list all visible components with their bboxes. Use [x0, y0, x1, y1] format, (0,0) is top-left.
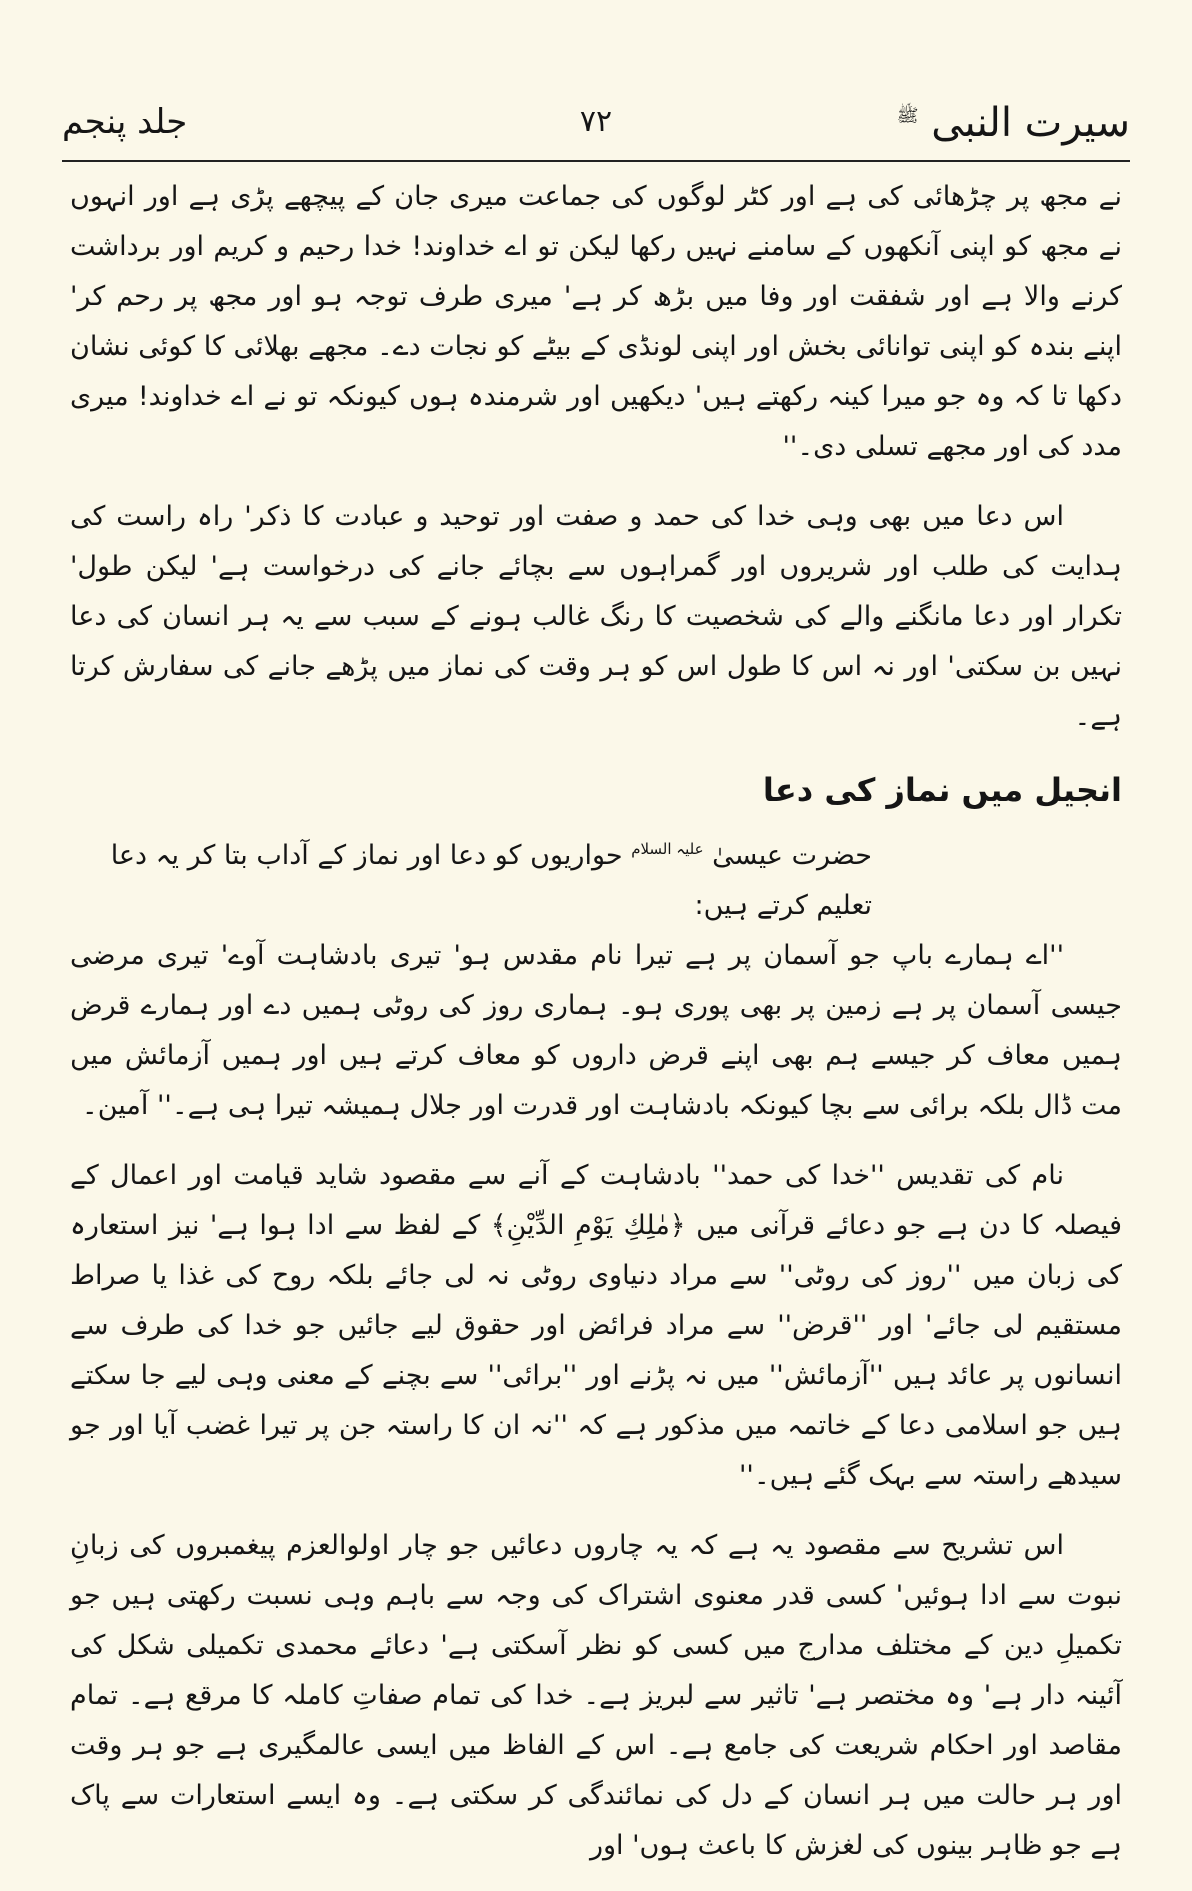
intro-after: حواریوں کو دعا اور نماز کے آداب بتا کر یہ دعا تعلیم کرتے ہیں:: [110, 840, 872, 921]
page-content: [70, 172, 1122, 1871]
paragraph-lords-prayer: ''اے ہمارے باپ جو آسمان پر ہے تیرا نام مقدس ہو' تیری بادشاہت آوے' تیری مرضی جیسی آسمان پر ہے زمین پر بھی پوری ہو۔ ہماری روز کی روٹی ہمیں دے اور ہمارے قرض ہمیں معاف کر جیسے ہم بھی اپنے قرض داروں کو معاف کرتے ہیں اور ہمیں آزمائش میں مت ڈال بلکہ برائی سے بچا کیونکہ بادشاہت اور قدرت اور جلال ہمیشہ تیرا ہی ہے۔'' آمین۔: [70, 940, 1122, 1121]
section-heading: انجیل میں نماز کی دعا: [762, 771, 1122, 809]
volume-label: جلد پنجم: [62, 102, 188, 142]
paragraph-prayer-continuation: نے مجھ پر چڑھائی کی ہے اور کٹر لوگوں کی جماعت میری جان کے پیچھے پڑی ہے اور انہوں نے مجھ کو اپنی آنکھوں کے سامنے نہیں رکھا لیکن تو اے خداوند! خدا رحیم و کریم اور برداشت کرنے والا ہے اور شفقت اور وفا میں بڑھ کر ہے' میری طرف توجہ ہو اور مجھ پر رحم کر' اپنے بندہ کو اپنی توانائی بخش اور اپنی لونڈی کے بیٹے کو نجات دے۔ مجھے بھلائی کا کوئی نشان دکھا تا کہ وہ جو میرا کینہ رکھتے ہیں' دیکھیں اور شرمندہ ہوں کیونکہ تو نے اے خداوند! میری مدد کی اور مجھے تسلی دی۔'': [70, 181, 1122, 462]
title-honorific: ﷺ: [896, 105, 919, 127]
paragraph-intro: [70, 824, 1122, 931]
running-header: [62, 100, 1130, 162]
paragraph-commentary: اس دعا میں بھی وہی خدا کی حمد و صفت اور توحید و عبادت کا ذکر' راہ راست کی ہدایت کی طلب اور شریروں اور گمراہوں سے بچائے جانے کی درخواست ہے' لیکن طول' تکرار اور دعا مانگنے والے کی شخصیت کا رنگ غالب ہونے کے سبب سے یہ ہر انسان کی دعا نہیں بن سکتی' اور نہ اس کا طول اس کو ہر وقت کی نماز میں پڑھے جانے کی سفارش کرتا ہے۔: [70, 501, 1122, 732]
book-title-text: سیرت النبی: [931, 100, 1130, 146]
page-number: ۷۲: [579, 104, 613, 139]
paragraph-explanation: نام کی تقدیس ''خدا کی حمد'' بادشاہت کے آنے سے مقصود شاید قیامت اور اعمال کے فیصلہ کا دن ہے جو دعائے قرآنی میں ﴿مٰلِكِ يَوْمِ الدِّيْنِ﴾ کے لفظ سے ادا ہوا ہے' نیز استعارہ کی زبان میں ''روز کی روٹی'' سے مراد دنیاوی روٹی نہ لی جائے بلکہ روح کی غذا یا صراط مستقیم لی جائے' اور ''قرض'' سے مراد فرائض اور حقوق لیے جائیں جو خدا کی طرف سے انسانوں پر عائد ہیں ''آزمائش'' میں نہ پڑنے اور ''برائی'' سے بچنے کے معنی وہی لیے جا سکتے ہیں جو اسلامی دعا کے خاتمہ میں مذکور ہے کہ ''نہ ان کا راستہ جن پر تیرا غضب آیا اور جو سیدھے راستہ سے بہک گئے ہیں۔'': [70, 1160, 1122, 1491]
intro-before: حضرت عیسیٰ: [712, 840, 872, 871]
paragraph-conclusion: اس تشریح سے مقصود یہ ہے کہ یہ چاروں دعائیں جو چار اولوالعزم پیغمبروں کی زبانِ نبوت سے ادا ہوئیں' کسی قدر معنوی اشتراک کی وجہ سے باہم وہی نسبت رکھتی ہیں جو تکمیلِ دین کے مختلف مدارج میں کسی کو نظر آسکتی ہے' دعائے محمدی تکمیلی شکل کی آئینہ دار ہے' وہ مختصر ہے' تاثیر سے لبریز ہے۔ خدا کی تمام صفاتِ کاملہ کا مرقع ہے۔ تمام مقاصد اور احکام شریعت کی جامع ہے۔ اس کے الفاظ میں ایسی عالمگیری ہے جو ہر وقت اور ہر حالت میں ہر انسان کے دل کی نمائندگی کر سکتی ہے۔ وہ ایسے استعارات سے پاک ہے جو ظاہر بینوں کی لغزش کا باعث ہوں' اور: [70, 1530, 1122, 1861]
intro-honorific: علیہ السلام: [631, 840, 704, 858]
